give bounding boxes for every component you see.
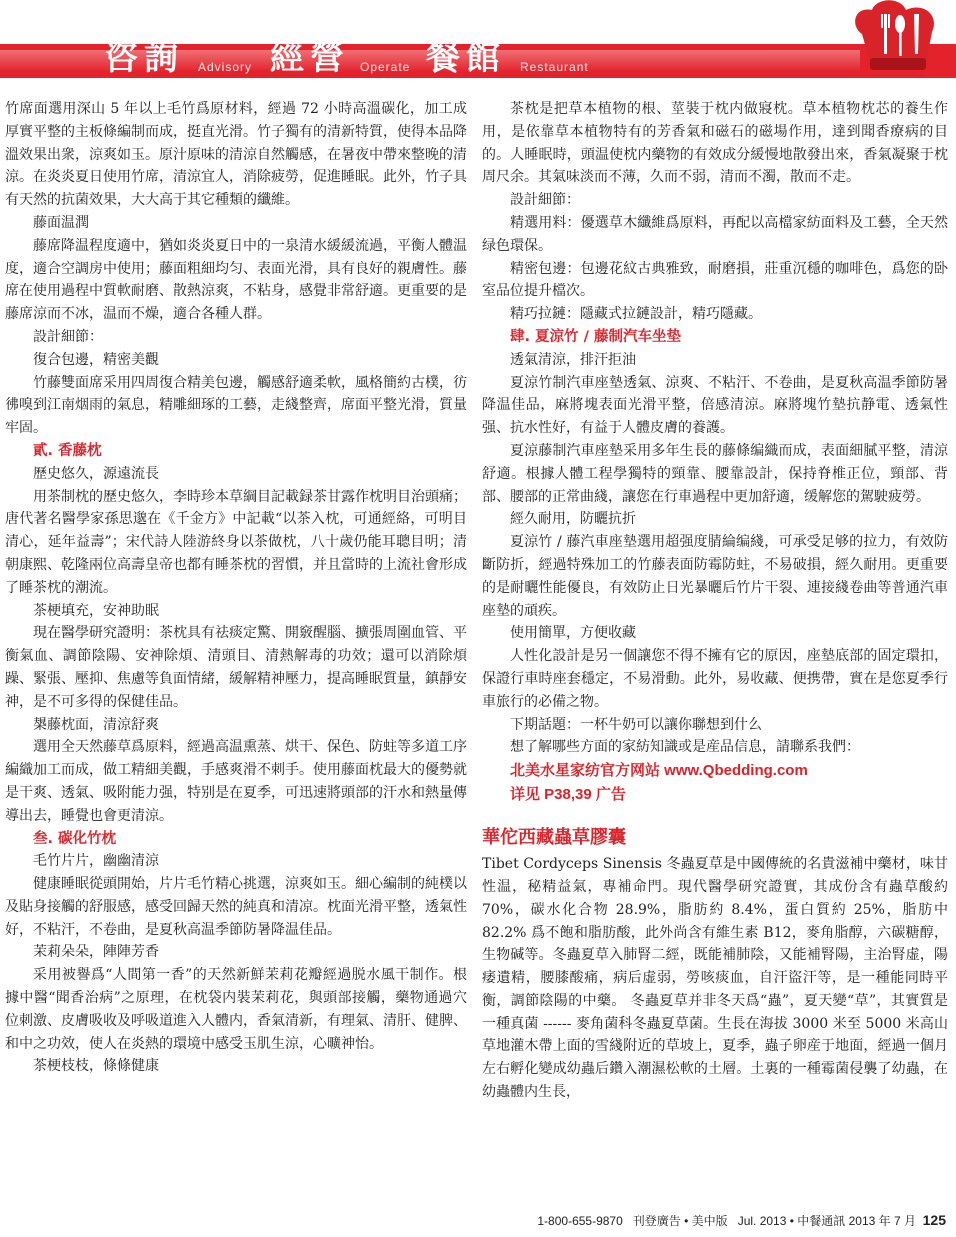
section-heading: 貳. 香藤枕: [33, 442, 102, 459]
paragraph: 夏涼藤制汽車座墊采用多年生長的藤條编織而成，表面細膩平整，清涼舒適。根據人體工程學獨特的頸靠、腰靠設計，保持脊椎正位，頸部、背部、腰部的正常曲綫，讓您在行車過程中更加舒適，缓解您的駕駛疲勞。: [482, 442, 948, 505]
header-title-advisory: 咨詢: [104, 38, 184, 78]
header-title-operate-en: Operate: [360, 60, 411, 74]
header-title-restaurant-en: Restaurant: [520, 60, 589, 74]
product-title: 華佗西藏蟲草膠囊: [482, 827, 626, 849]
chef-hat-utensils-icon: [848, 0, 948, 86]
left-column: [5, 98, 467, 1078]
header-title-operate: 經營: [270, 38, 350, 78]
paragraph: 毛竹片片，幽幽清涼: [33, 853, 159, 870]
footer-phone: 1-800-655-9870: [537, 1214, 623, 1228]
header-title-restaurant: 餐館: [426, 38, 506, 78]
paragraph: 精巧拉鏈：隱藏式拉鏈設計，精巧隱藏。: [510, 306, 762, 323]
paragraph: 茶梗填充，安神助眠: [33, 602, 159, 619]
footer-issue: Jul. 2013 • 中餐通訊 2013 年 7 月: [737, 1214, 916, 1228]
paragraph: 精選用料：優選草木纖維爲原料，再配以高檔家紡面料及工藝，全天然绿色環保。: [482, 214, 948, 254]
paragraph: 用茶制枕的歷史悠久，李時珍本草綱目記載録茶甘露作枕明目治頭痛；唐代著名醫學家孫思邈在《千金方》中記載“以茶入枕，可通經絡，可明目清心，延年益壽”；宋代詩人陸游終身以茶做枕，八十歲仍能耳聰目明；清朝康熙、乾隆兩位高壽皇帝也都有睡茶枕的習慣，并且當時的上流社會形成了睡茶枕的潮流。: [5, 488, 467, 596]
paragraph: 使用簡單，方便收藏: [510, 625, 636, 642]
paragraph: 下期話題：一杯牛奶可以讓你聯想到什么: [510, 716, 762, 733]
paragraph: 設計細節：: [510, 192, 580, 209]
paragraph: 夏涼竹制汽車座墊透氣、涼爽、不粘汗、不卷曲，是夏秋高温季節防暑降温佳品，麻將塊表面光滑平整，倍感清涼。麻將塊竹墊抗静電、透氣性强、抗水性好，有益于人體皮膚的養護。: [482, 374, 948, 437]
header-title-advisory-en: Advisory: [198, 60, 253, 74]
paragraph: 精密包邊：包邊花紋古典雅致，耐磨損，莊重沉穩的咖啡色，爲您的卧室品位提升檔次。: [482, 260, 948, 300]
section-heading: 肆. 夏涼竹 / 藤制汽车坐垫: [510, 328, 681, 345]
contact-line: 北美水星家纺官方网站 www.Qbedding.com: [510, 762, 808, 780]
paragraph: 想了解哪些方面的家紡知識或是産品信息，請聯系我們：: [510, 739, 860, 756]
paragraph: Tibet Cordyceps Sinensis 冬蟲夏草是中國傳統的名貴滋補中藥材，味甘性温，秘精益氣，專補命門。現代醫學研究證實，其成份含有蟲草酸約 70%，碳水化合物 28.9%，脂肪約 8.4%，蛋白質約 25%，脂肪中 82.2% 爲不飽和脂肪酸，此外尚含有維生素 B12，麥角脂醇，六碳糖醇，生物碱等。冬蟲夏草入肺腎二經，既能補肺陰，又能補腎陽，主治腎虚，陽痿遺精，腰膝酸痛，病后虚弱，勞咳痰血，自汗盜汗等，是一種能同時平衡，調節陰陽的中藥。 冬蟲夏草并非冬天爲“蟲”，夏天變“草”，其實質是一種真菌 ------ 麥角菌科冬蟲夏草菌。生長在海拔 3000 米至 5000 米高山草地灌木帶上面的雪綫附近的草坡上，夏季，蟲子卵産于地面，經過一個月左右孵化變成幼蟲后鑽入潮濕松軟的土層。土裏的一種霉菌侵襲了幼蟲，在幼蟲體内生長，: [482, 856, 948, 1101]
paragraph: 人性化設計是另一個讓您不得不擁有它的原因，座墊底部的固定環扣，保證行車時座套穩定，不易滑動。此外，易收藏、便携帶，實在是您夏季行車旅行的必備之物。: [482, 648, 948, 710]
paragraph: 經久耐用，防曬抗折: [510, 511, 636, 528]
page-number: 125: [922, 1212, 946, 1228]
paragraph: 復合包邊，精密美觀: [33, 351, 159, 368]
paragraph: 槼藤枕面，清涼舒爽: [33, 716, 159, 733]
paragraph: 夏涼竹 / 藤汽車座墊選用超强度腈綸编綫，可承受足够的拉力，有效防斷防折，經過特殊加工的竹藤表面防霉防蛀，不易破損，經久耐用。更重要的是耐曬性能優良，有效防止日光暴曬后竹片干裂、連接綫卷曲等普通汽車座墊的頑疾。: [482, 534, 948, 619]
paragraph: 藤席降温程度適中，猶如炎炎夏日中的一泉清水緩緩流過，平衡人體温度，適合空調房中使用；藤面粗細均匀、表面光滑，具有良好的親膚性。藤席在使用過程中質軟耐磨、散熱涼爽，不粘身，感覺非常舒適。更重要的是藤席涼而不冰，温而不燥，適合各種人群。: [5, 237, 467, 323]
paragraph: 設計細節：: [33, 328, 103, 345]
contact-line: 详见 P38,39 广告: [510, 786, 626, 804]
paragraph: 歷史悠久，源遠流長: [33, 465, 159, 482]
paragraph: 現在醫學研究證明：茶枕具有祛痰定驚、開竅醒腦、擴張周圍血管、平衡氣血、調節陰陽、安神除煩、清頭目、清熱解毒的功效；還可以消除煩躁、緊張、壓抑、焦慮等負面情緒，緩解精神壓力，提高睡眠質量，鎮靜安神，是不可多得的保健佳品。: [5, 625, 467, 710]
page-footer: [440, 1212, 946, 1229]
paragraph: 藤面温潤: [33, 214, 89, 231]
paragraph: 采用被譽爲“人間第一香”的天然新鮮茉莉花瓣經過脱水風干制作。根據中醫“聞香治病”之原理，在枕袋内裝茉莉花，與頭部接觸，藥物通過穴位刺激、皮膚吸收及呼吸道進入人體内，香氣清新，有理氣、清肝、健脾、和中之功效，使人在炎熱的環境中感受玉肌生涼，心曠神怡。: [5, 967, 467, 1052]
paragraph: 茉莉朵朵，陣陣芳香: [33, 944, 159, 961]
right-column: [482, 98, 948, 1104]
paragraph: 選用全天然藤草爲原料，經過高温熏蒸、烘干、保色、防蛀等多道工序編織加工而成，做工精細美觀，手感爽滑不刺手。使用藤面枕最大的優勢就是干爽、透氣、吸附能力强，特别是在夏季，可迅速將頭部的汗水和熱量傳導出去，睡覺也會更清涼。: [5, 739, 467, 824]
paragraph: 竹藤雙面席采用四周復合精美包邊，觸感舒適柔軟，風格簡約古樸，彷彿嗅到江南烟雨的氣息，精雕細琢的工藝，走綫整齊，席面平整光滑，質量牢固。: [5, 374, 467, 437]
paragraph: 竹席面選用深山 5 年以上毛竹爲原材料，經過 72 小時高溫碳化，加工成厚實平整的主板條編制而成，挺直光滑。竹子獨有的清新特質，使得本品降溫效果出衆，涼爽如玉。原汁原味的清涼自然觸感，在暑夜中帶來整晚的清涼。在炎炎夏日使用竹席，清涼宜人，消除疲勞，促進睡眠。此外，竹子具有天然的抗菌效果，大大高于其它種類的纖維。: [5, 101, 467, 209]
paragraph: 透氣清涼，排汗拒油: [510, 351, 636, 368]
paragraph: 健康睡眠從頭開始，片片毛竹精心挑選，涼爽如玉。細心編制的純樸以及貼身接觸的舒服感，感受回歸天然的純真和清凉。枕面光滑平整，透氣性好，不粘汗，不卷曲，是夏秋高温季節防暑降温佳品。: [5, 876, 467, 938]
footer-label: 刊登廣告 • 美中版: [632, 1214, 728, 1228]
paragraph: 茶梗枝枝，條條健康: [33, 1058, 159, 1075]
paragraph: 茶枕是把草本植物的根、莖裝于枕内做寢枕。草本植物枕芯的養生作用，是依靠草本植物特有的芳香氣和磁石的磁場作用，達到聞香療病的目的。人睡眠時，頭温使枕内藥物的有效成分緩慢地散發出來，香氣凝聚于枕周尺余。其氣味淡而不薄，久而不弱，清而不濁，散而不走。: [482, 101, 948, 186]
section-heading: 叁. 碳化竹枕: [33, 830, 117, 847]
